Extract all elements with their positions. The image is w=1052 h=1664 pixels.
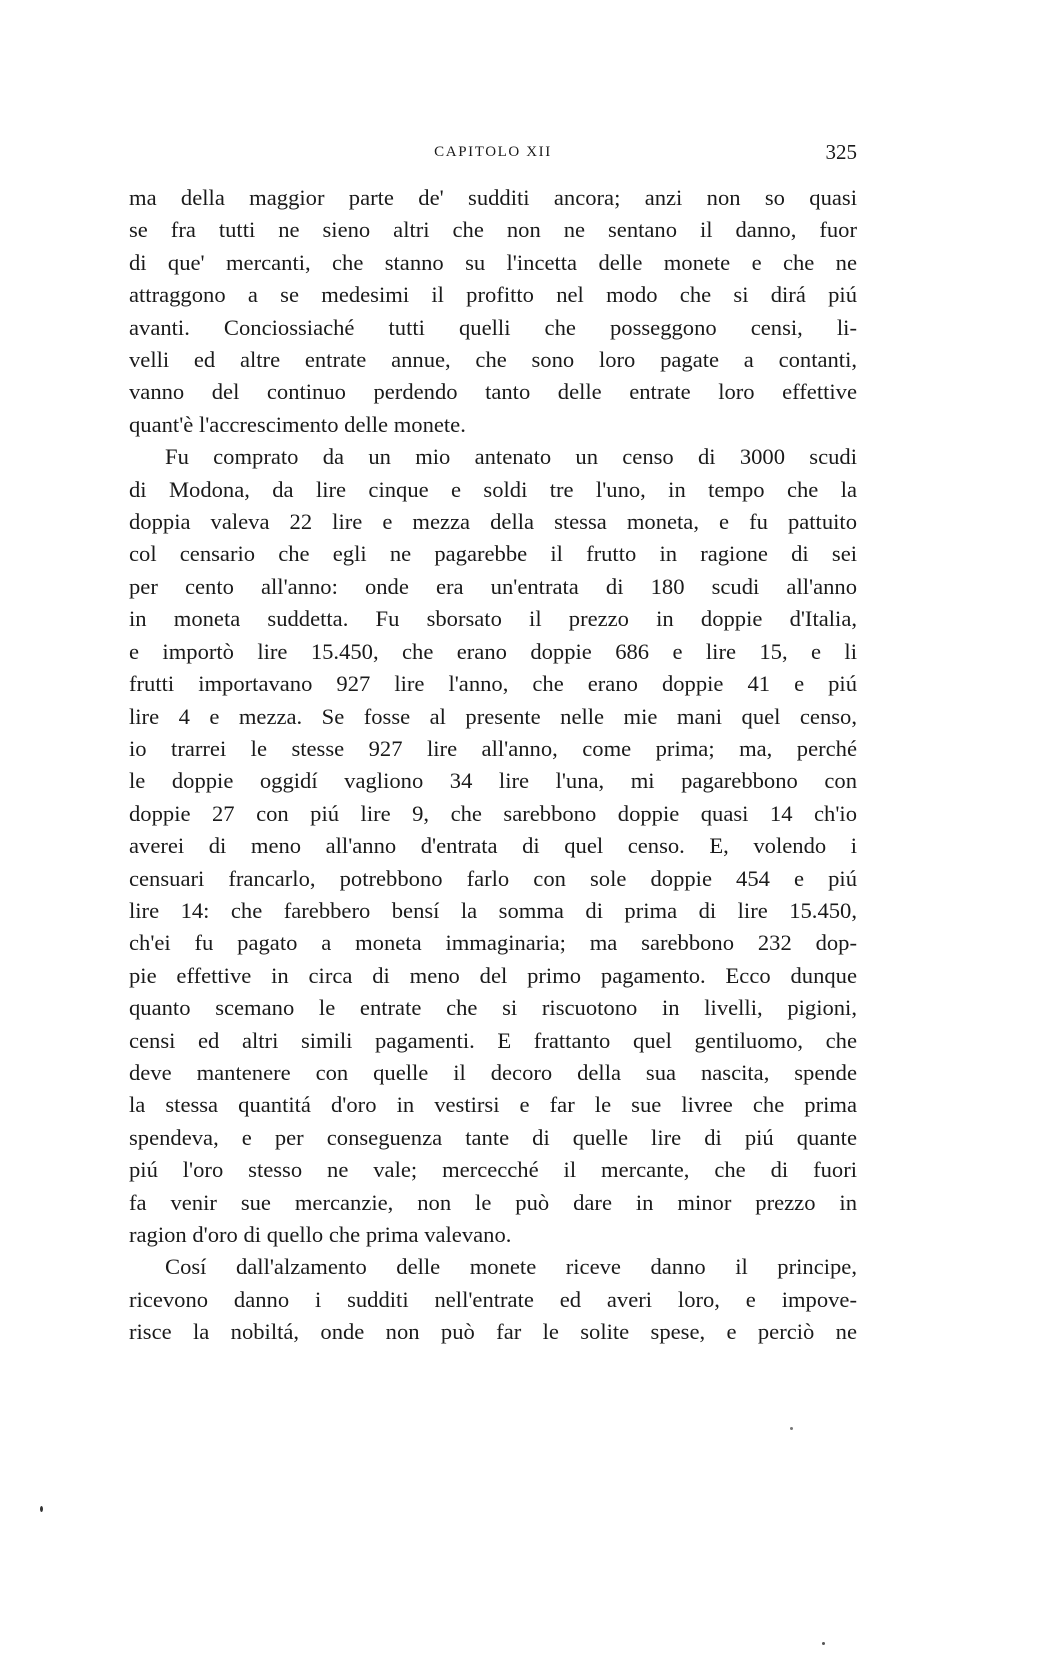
text-line: risce la nobiltá, onde non può far le solite spese, e perciò ne <box>129 1319 857 1345</box>
body-text <box>129 182 857 1349</box>
paragraph-2 <box>129 441 857 1251</box>
text-line: quanto scemano le entrate che si riscuotono in livelli, pigioni, <box>129 995 857 1021</box>
text-line: Cosí dall'alzamento delle monete riceve danno il principe, <box>165 1254 857 1280</box>
text-line: ricevono danno i sudditi nell'entrate ed averi loro, e impove- <box>129 1286 857 1312</box>
text-line: ma della maggior parte de' sudditi ancora; anzi non so quasi <box>129 185 857 210</box>
text-line: se fra tutti ne sieno altri che non ne sentano il danno, fuor <box>129 217 857 243</box>
text-line: per cento all'anno: onde era un'entrata di 180 scudi all'anno <box>129 573 857 599</box>
text-line: quant'è l'accrescimento delle monete. <box>129 411 466 437</box>
text-line: fa venir sue mercanzie, non le può dare in minor prezzo in <box>129 1189 857 1215</box>
text-line: la stessa quantitá d'oro in vestirsi e far le sue livree che prima <box>129 1092 857 1118</box>
text-line: in moneta suddetta. Fu sborsato il prezzo in doppie d'Italia, <box>129 606 857 632</box>
text-line: doppie 27 con piú lire 9, che sarebbono doppie quasi 14 ch'io <box>129 800 857 826</box>
text-line: e importò lire 15.450, che erano doppie 686 e lire 15, e li <box>129 638 857 664</box>
print-speck <box>822 1642 825 1645</box>
text-line: di Modona, da lire cinque e soldi tre l'uno, in tempo che la <box>129 476 857 502</box>
running-head <box>129 137 857 167</box>
paragraph-1 <box>129 182 857 441</box>
text-line: frutti importavano 927 lire l'anno, che erano doppie 41 e piú <box>129 671 857 697</box>
text-line: ragion d'oro di quello che prima valevano. <box>129 1222 512 1247</box>
text-line: averei di meno all'anno d'entrata di quel censo. E, volendo i <box>129 833 857 859</box>
text-line: di que' mercanti, che stanno su l'incetta delle monete e che ne <box>129 249 857 275</box>
text-line: io trarrei le stesse 927 lire all'anno, come prima; ma, perché <box>129 735 857 761</box>
text-line: lire 4 e mezza. Se fosse al presente nelle mie mani quel censo, <box>129 703 857 729</box>
text-line: deve mantenere con quelle il decoro della sua nascita, spende <box>129 1059 857 1085</box>
text-line: avanti. Conciossiaché tutti quelli che posseggono censi, li- <box>129 314 857 340</box>
text-line: le doppie oggidí vagliono 34 lire l'una, mi pagarebbono con <box>129 768 857 794</box>
paragraph-3 <box>129 1251 857 1348</box>
text-line: pie effettive in circa di meno del primo pagamento. Ecco dunque <box>129 962 857 988</box>
text-line: ch'ei fu pagato a moneta immaginaria; ma sarebbono 232 dop- <box>129 930 857 956</box>
text-line: velli ed altre entrate annue, che sono loro pagate a contanti, <box>129 347 857 373</box>
print-speck <box>790 1427 793 1430</box>
text-line: Fu comprato da un mio antenato un censo di 3000 scudi <box>165 444 857 470</box>
text-line: doppia valeva 22 lire e mezza della stessa moneta, e fu pattuito <box>129 509 857 535</box>
text-line: spendeva, e per conseguenza tante di quelle lire di piú quante <box>129 1124 857 1150</box>
text-line: censuari francarlo, potrebbono farlo con sole doppie 454 e piú <box>129 865 857 891</box>
page-number: 325 <box>825 140 857 164</box>
text-line: attraggono a se medesimi il profitto nel modo che si dirá piú <box>129 282 857 308</box>
text-line: piú l'oro stesso ne vale; mercecché il mercante, che di fuori <box>129 1157 857 1183</box>
text-line: vanno del continuo perdendo tanto delle entrate loro effettive <box>129 379 857 405</box>
chapter-title: CAPITOLO XII <box>434 144 552 160</box>
print-speck <box>40 1506 43 1512</box>
text-line: lire 14: che farebbero bensí la somma di prima di lire 15.450, <box>129 897 857 923</box>
text-line: col censario che egli ne pagarebbe il frutto in ragione di sei <box>129 541 857 567</box>
text-line: censi ed altri simili pagamenti. E frattanto quel gentiluomo, che <box>129 1027 857 1053</box>
